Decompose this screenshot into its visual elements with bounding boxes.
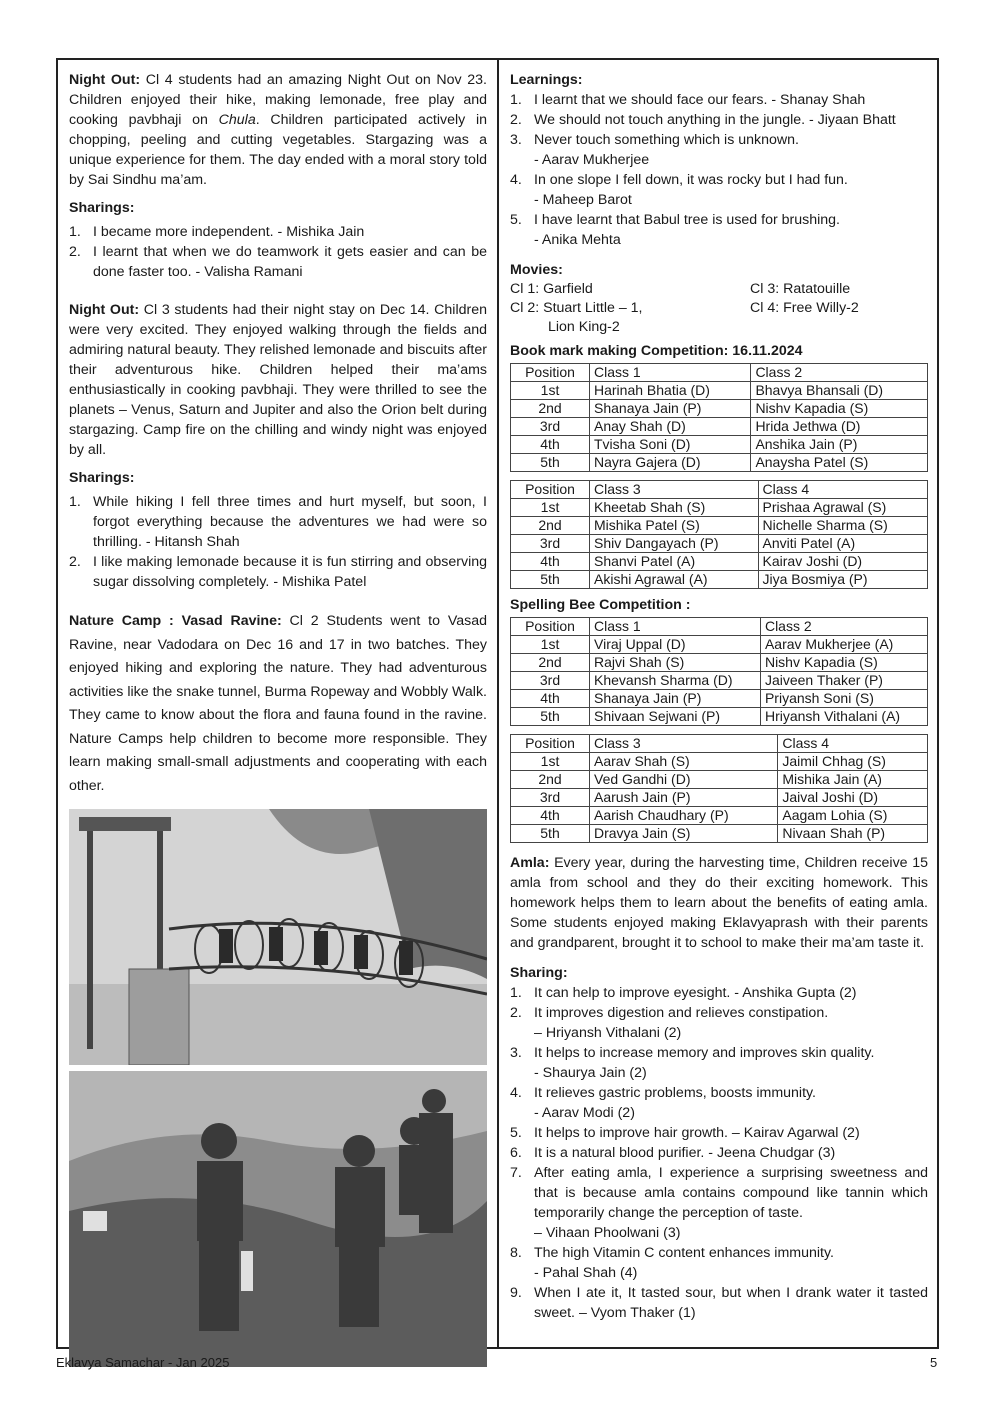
table-row [511,418,928,436]
table-cell: Aarav Shah (S) [590,753,778,771]
learnings-list [510,90,928,250]
table-header-cell: Position [511,481,590,499]
table-row [511,571,928,589]
results-table [510,734,928,843]
table-header-cell: Position [511,618,590,636]
nature-camp: Nature Camp : Vasad Ravine: Cl 2 Students went to Vasad Ravine, near Vadodara on Dec 16 and 17 in two batches. They enjoyed hiking and exploring the nature. They had adventurous activities like the snake tunnel, Burma Ropeway and Wobbly Walk. They came to know about the flora and fauna found in the ravine. Nature Camps help children to become more responsible. They learn making small-small adjustments and cooperating with each other. [69,613,487,794]
list-item: 1. While hiking I fell three times and hurt myself, but soon, I forgot everything because the adventures we had were so thrilling. - Hitansh Shah [69,494,487,550]
hike-illustration [69,1071,487,1367]
table-cell: Tvisha Soni (D) [590,436,751,454]
list-item: 2. I learnt that when we do teamwork it gets easier and can be done faster too. - Valisha Ramani [69,244,487,280]
table-cell: Ved Gandhi (D) [590,771,778,789]
table-cell: Khevansh Sharma (D) [590,672,761,690]
table-row [511,535,928,553]
list-item: 3. Never touch something which is unknown. - Aarav Mukherjee [510,132,799,168]
sharings-list [69,492,487,592]
table-cell: 2nd [511,771,590,789]
table-cell: 4th [511,690,590,708]
table-cell: Kairav Joshi (D) [758,553,927,571]
movies-heading: Movies: [510,262,563,278]
sharings-heading: Sharings: [69,200,135,216]
table-row [511,672,928,690]
table-cell: Jaival Joshi (D) [778,789,928,807]
list-item: 4. It relieves gastric problems, boosts immunity. - Aarav Modi (2) [510,1085,817,1121]
table-header-row [511,364,928,382]
table-cell: Rajvi Shah (S) [590,654,761,672]
table-header-cell: Class 3 [590,481,759,499]
table-cell: Anviti Patel (A) [758,535,927,553]
table-cell: Aarush Jain (P) [590,789,778,807]
table-cell: Jiya Bosmiya (P) [758,571,927,589]
table-cell: Nivaan Shah (P) [778,825,928,843]
table-row [511,382,928,400]
table-cell: Nishv Kapadia (S) [760,654,927,672]
table-cell: Mishika Jain (A) [778,771,928,789]
table-header-row [511,618,928,636]
list-item: 8. The high Vitamin C content enhances immunity. - Pahal Shah (4) [510,1245,834,1281]
table-cell: Aarav Mukherjee (A) [760,636,927,654]
table-row [511,654,928,672]
table-cell: Aagam Lohia (S) [778,807,928,825]
table-cell: Aarish Chaudhary (P) [590,807,778,825]
sharings-list [69,222,487,282]
table-cell: Shanaya Jain (P) [590,400,751,418]
bookmark-heading: Book mark making Competition: 16.11.2024 [510,343,803,359]
table-cell: Shivaan Sejwani (P) [590,708,761,726]
table-header-cell: Position [511,735,590,753]
table-header-cell: Class 3 [590,735,778,753]
sharing-heading: Sharing: [510,965,568,981]
table-cell: Shanaya Jain (P) [590,690,761,708]
table-row [511,436,928,454]
table-cell: Kheetab Shah (S) [590,499,759,517]
table-header-cell: Class 4 [758,481,927,499]
list-item: 2. It improves digestion and relieves constipation. – Hriyansh Vithalani (2) [510,1005,829,1041]
table-cell: Hrida Jethwa (D) [751,418,928,436]
footer-title: Eklavya Samachar - Jan 2025 [56,1355,230,1370]
table-cell: Dravya Jain (S) [590,825,778,843]
table-cell: 1st [511,753,590,771]
table-row [511,454,928,472]
results-table [510,363,928,472]
table-cell: Anshika Jain (P) [751,436,928,454]
table-cell: Jaiveen Thaker (P) [760,672,927,690]
table-row [511,553,928,571]
table-cell: Anay Shah (D) [590,418,751,436]
table-cell: Prishaa Agrawal (S) [758,499,927,517]
list-item: 5. It helps to improve hair growth. – Kairav Agarwal (2) [510,1125,860,1141]
list-item: 7. After eating amla, I experience a surprising sweetness and that is because amla contains compound like tannin which temporarily change the perception of taste. – Vihaan Phoolwani (3) [510,1165,928,1241]
list-item: 1. I learnt that we should face our fears. - Shanay Shah [510,92,866,108]
sharings-heading: Sharings: [69,470,135,486]
table-cell: 4th [511,436,590,454]
table-cell: Nichelle Sharma (S) [758,517,927,535]
left-column [69,70,487,1367]
table-cell: 1st [511,499,590,517]
right-column [510,70,928,1323]
list-item: 4. In one slope I fell down, it was rocky but I had fun. - Maheep Barot [510,172,848,208]
table-cell: 3rd [511,418,590,436]
learnings-heading: Learnings: [510,72,583,88]
list-item: 5. I have learnt that Babul tree is used for brushing. - Anika Mehta [510,212,841,248]
table-row [511,753,928,771]
table-cell: Anaysha Patel (S) [751,454,928,472]
table-cell: 4th [511,807,590,825]
table-cell: Jaimil Chhag (S) [778,753,928,771]
table-row [511,400,928,418]
page-number: 5 [930,1355,938,1370]
table-row [511,499,928,517]
table-cell: Bhavya Bhansali (D) [751,382,928,400]
table-cell: Shiv Dangayach (P) [590,535,759,553]
spelling-heading: Spelling Bee Competition : [510,597,691,613]
table-cell: Priyansh Soni (S) [760,690,927,708]
table-header-cell: Class 2 [751,364,928,382]
results-table [510,617,928,726]
table-row [511,825,928,843]
table-cell: Mishika Patel (S) [590,517,759,535]
table-cell: 5th [511,825,590,843]
table-cell: 5th [511,708,590,726]
table-cell: 5th [511,454,590,472]
table-cell: Viraj Uppal (D) [590,636,761,654]
list-item: 2. We should not touch anything in the jungle. - Jiyaan Bhatt [510,112,896,128]
column-divider [497,58,499,1349]
table-row [511,690,928,708]
table-header-row [511,481,928,499]
table-header-row [511,735,928,753]
results-table [510,480,928,589]
sharing-list [510,983,928,1323]
list-item: 9. When I ate it, It tasted sour, but when I drank water it tasted sweet. – Vyom Thaker (1) [510,1285,928,1321]
table-cell: Hriyansh Vithalani (A) [760,708,927,726]
table-cell: 3rd [511,789,590,807]
table-header-cell: Class 4 [778,735,928,753]
table-row [511,789,928,807]
table-row [511,517,928,535]
list-item: 1. I became more independent. - Mishika Jain [69,224,365,240]
table-cell: 3rd [511,535,590,553]
table-header-cell: Position [511,364,590,382]
list-item: 1. It can help to improve eyesight. - Anshika Gupta (2) [510,985,857,1001]
table-row [511,771,928,789]
photo-ravine-hike [69,1071,487,1367]
table-header-cell: Class 1 [590,364,751,382]
table-cell: 5th [511,571,590,589]
table-cell: Nishv Kapadia (S) [751,400,928,418]
amla-paragraph: Amla: Every year, during the harvesting time, Children receive 15 amla from school and they do their exciting homework. This homework helps them to learn about the benefits of eating amla. Some students enjoyed making Eklavyaprash with their parents and grandparent, brought it to school to make their ma’am taste it. [510,855,928,951]
table-cell: Nayra Gajera (D) [590,454,751,472]
table-cell: Shanvi Patel (A) [590,553,759,571]
table-cell: Harinah Bhatia (D) [590,382,751,400]
list-item: 2. I like making lemonade because it is fun stirring and observing sugar dissolving completely. - Mishika Patel [69,554,487,590]
night-out-cl4: Night Out: Cl 4 students had an amazing Night Out on Nov 23. Children enjoyed their hike, making lemonade, free play and cooking pavbhaji on Chula. Children participated actively in chopping, peeling and cutting vegetables. Stargazing was a unique experience for them. The day ended with a moral story told by Sai Sindhu ma’am. [69,72,487,188]
table-header-cell: Class 2 [760,618,927,636]
table-cell: 1st [511,382,590,400]
night-out-cl3: Night Out: Cl 3 students had their night stay on Dec 14. Children were very excited. They enjoyed walking through the fields and admiring natural beauty. They relished lemonade and biscuits after their adventurous hike. Children helped their ma’ams enthusiastically in cooking pavbhaji. They were thrilled to see the planets – Venus, Saturn and Jupiter and also the Orion belt during stargazing. Camp fire on the chilling and windy night was enjoyed by all. [69,302,488,458]
table-cell: Akishi Agrawal (A) [590,571,759,589]
table-row [511,708,928,726]
table-cell: 2nd [511,517,590,535]
list-item: 6. It is a natural blood purifier. - Jeena Chudgar (3) [510,1145,836,1161]
spelling-tables [510,617,928,843]
table-cell: 3rd [511,672,590,690]
ropeway-illustration [69,809,487,1065]
table-cell: 4th [511,553,590,571]
table-cell: 2nd [511,654,590,672]
movies-grid: Cl 1: Garfield Cl 3: Ratatouille Cl 2: Stuart Little – 1, Cl 4: Free Willy-2 Lion King-2 [510,281,859,335]
table-header-cell: Class 1 [590,618,761,636]
list-item: 3. It helps to increase memory and improves skin quality. - Shaurya Jain (2) [510,1045,875,1081]
table-cell: 1st [511,636,590,654]
table-cell: 2nd [511,400,590,418]
bookmark-tables [510,363,928,589]
photo-ropeway [69,809,487,1065]
table-row [511,636,928,654]
table-row [511,807,928,825]
